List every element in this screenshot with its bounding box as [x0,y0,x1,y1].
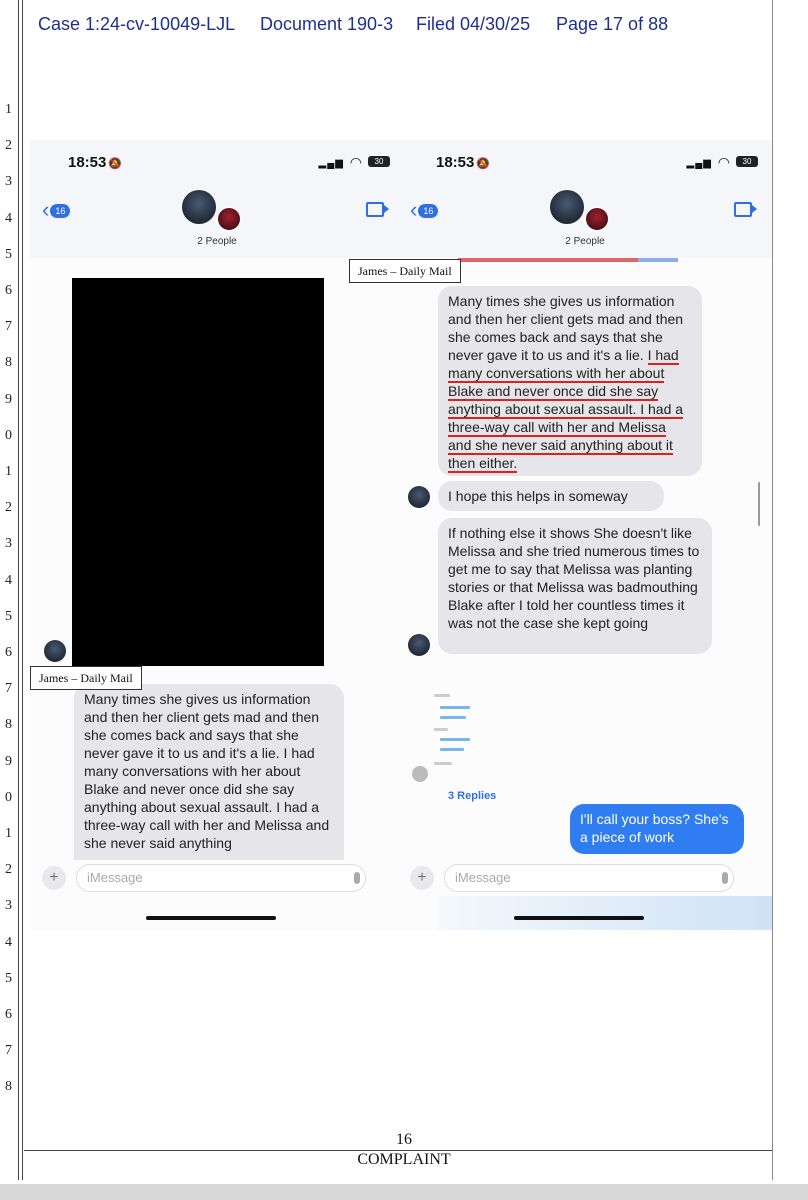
signal-icon: ▂▄▆ [686,158,712,169]
line-number: 2 [5,862,12,878]
line-number: 3 [5,174,12,190]
keyboard-edge [438,896,772,930]
line-number: 1 [5,826,12,841]
redacted-image [72,278,324,666]
home-indicator [146,916,276,920]
message-bubble: I hope this helps in someway [438,481,664,511]
group-label[interactable]: 2 People [565,236,605,247]
compose-bar [398,860,772,896]
margin-rule-inner [22,0,23,1180]
document-title: COMPLAINT [357,1151,451,1168]
margin-rule-outer [18,0,19,1180]
previous-message-edge [458,258,638,262]
line-numbers [0,0,14,1180]
group-avatar-secondary [584,206,610,232]
line-number: 3 [5,536,12,552]
sender-avatar [408,634,430,656]
sender-avatar [44,640,66,662]
page-number: 16 [396,1131,412,1148]
compose-bar [30,860,404,896]
line-number: 7 [5,1043,12,1059]
video-call-icon[interactable] [734,202,752,217]
line-number: 6 [5,645,12,660]
line-number: 4 [5,934,12,950]
plus-icon[interactable]: + [410,866,434,890]
line-number: 7 [5,681,12,697]
message-input[interactable]: iMessage [76,864,366,892]
back-button[interactable]: ‹ 16 [410,200,438,220]
filed-date: Filed 04/30/25 [416,14,531,34]
line-number: 4 [5,210,12,226]
line-number: 2 [5,138,12,154]
line-number: 5 [5,608,12,624]
margin-rule-right [772,0,773,1180]
line-number: 1 [5,102,12,117]
bell-muted-icon: 🔕 [476,158,491,170]
case-number: Case 1:24-cv-10049-LJL [38,14,236,34]
message-bubble: Many times she gives us information and then her client gets mad and then she comes back and says that she never gave it to us and it's a lie. I had many conversations with her about Blake and never once did she say anything about sexual assault. I had a three-way call with her and Melissa and she never said anything [74,684,344,860]
line-number: 4 [5,572,12,588]
replies-link[interactable]: 3 Replies [448,790,497,802]
reply-avatar [412,766,428,782]
conversation-header [30,140,404,258]
thread-preview[interactable] [432,688,480,778]
mic-icon[interactable] [722,872,728,884]
mic-icon[interactable] [354,872,360,884]
overlay-label: James – Daily Mail [30,666,142,690]
battery-icon: 30 [736,156,758,167]
line-number: 8 [5,355,12,371]
plus-icon[interactable]: + [42,866,66,890]
viewer-bottom-bar [0,1184,808,1200]
line-number: 2 [5,500,12,516]
line-number: 5 [5,246,12,262]
group-label[interactable]: 2 People [197,236,237,247]
line-number: 8 [5,1079,12,1095]
previous-message-edge-blue [638,258,678,262]
message-input[interactable]: iMessage [444,864,734,892]
status-time: 18:53 🔕 [436,154,491,171]
underlined-text: I had many conversations with her about Blake and never once did she say anything about sexual assault. I had a three-way call with her and Melissa and she never said anything about it then either. [448,347,684,471]
document-number: Document 190-3 [260,14,394,34]
line-number: 0 [5,427,12,443]
wifi-icon: ◠ [349,154,362,170]
page-indicator: Page 17 of 88 [556,14,669,34]
battery-icon: 30 [368,156,390,167]
screenshot-left [30,140,404,930]
back-button[interactable]: ‹ 16 [42,200,70,220]
line-number: 6 [5,283,12,298]
overlay-label-right: James – Daily Mail [349,259,461,283]
unread-badge: 16 [50,204,70,218]
line-number: 0 [5,789,12,805]
sender-avatar [408,486,430,508]
line-number: 6 [5,1007,12,1022]
video-call-icon[interactable] [366,202,384,217]
conversation-header [398,140,772,258]
scrollbar[interactable] [758,482,760,526]
wifi-icon: ◠ [717,154,730,170]
unread-badge: 16 [418,204,438,218]
line-number: 7 [5,319,12,335]
sent-message-bubble: I'll call your boss? She's a piece of work [570,804,744,854]
line-number: 9 [5,391,12,407]
message-text: Many times she gives us information and then her client gets mad and then she comes back and says that she never gave it to us and it's a lie. [448,293,684,363]
message-bubble-underlined [438,286,702,476]
message-bubble: If nothing else it shows She doesn't like Melissa and she tried numerous times to get me to say that Melissa was planting stories or that Melissa was badmouthing Blake after I told her countless times it was not the case she kept going [438,518,712,654]
bell-muted-icon: 🔕 [108,158,123,170]
line-number: 5 [5,970,12,986]
group-avatar[interactable] [182,190,216,224]
group-avatar-secondary [216,206,242,232]
line-number: 9 [5,753,12,769]
status-time: 18:53 🔕 [68,154,123,171]
signal-icon: ▂▄▆ [318,158,344,169]
line-number: 3 [5,898,12,914]
line-number: 1 [5,464,12,479]
group-avatar[interactable] [550,190,584,224]
line-number: 8 [5,717,12,733]
home-indicator [514,916,644,920]
